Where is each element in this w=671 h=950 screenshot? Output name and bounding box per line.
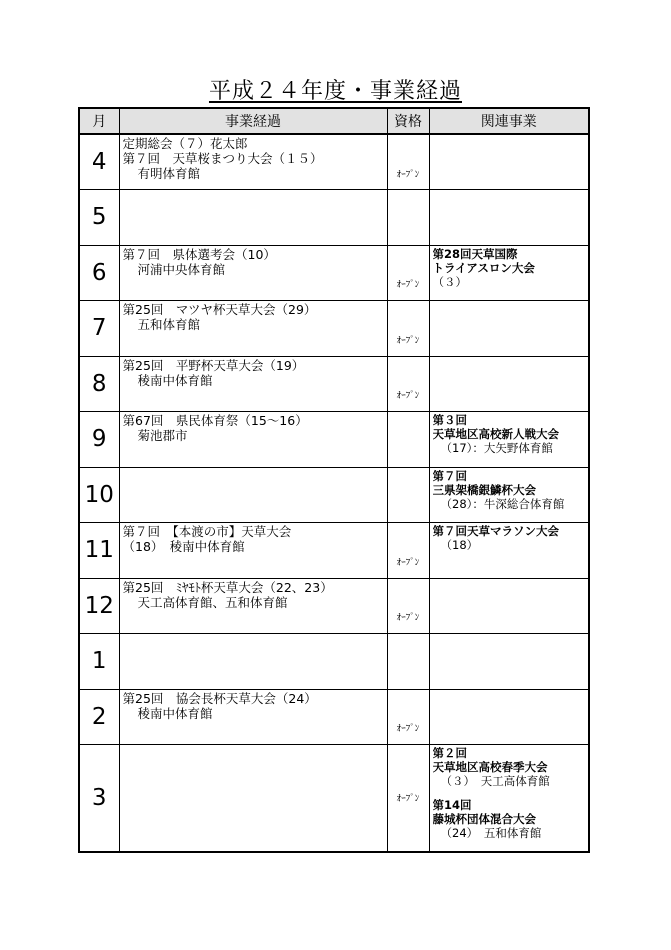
qualification-label: ｵｰﾌﾟﾝ [396, 391, 420, 402]
qualification-cell [387, 245, 429, 301]
related-cell [429, 634, 589, 690]
events-cell [119, 356, 387, 412]
events-cell [119, 634, 387, 690]
header-qualification: 資格 [387, 108, 429, 134]
qualification-cell [387, 578, 429, 634]
related-line: トライアスロン大会 [432, 260, 535, 275]
table-row [79, 412, 589, 468]
qualification-label: ｵｰﾌﾟﾝ [396, 169, 420, 180]
header-related: 関連事業 [429, 108, 589, 134]
qualification-label: ｵｰﾌﾟﾝ [396, 557, 420, 568]
event-venue: 天工高体育館、五和体育館 [137, 594, 288, 610]
events-cell [119, 134, 387, 190]
related-line: 第14回 [432, 798, 472, 812]
month-cell: 6 [79, 245, 119, 301]
table-header-row [79, 108, 589, 134]
month-cell: 11 [79, 523, 119, 579]
schedule-table [78, 107, 590, 853]
related-line: 三県架橋銀鱗杯大会 [432, 482, 536, 497]
qualification-label: ｵｰﾌﾟﾝ [396, 280, 420, 291]
related-cell [429, 134, 589, 190]
month-cell: 8 [79, 356, 119, 412]
event-venue: 稜南中体育館 [137, 705, 213, 721]
related-cell [429, 190, 589, 246]
month-cell: 12 [79, 578, 119, 634]
month-cell: 7 [79, 301, 119, 357]
related-cell [429, 578, 589, 634]
events-cell [119, 689, 387, 745]
qualification-cell [387, 467, 429, 523]
qualification-cell [387, 356, 429, 412]
table-row [79, 745, 589, 852]
month-cell: 1 [79, 634, 119, 690]
event-line: 第７回 【本渡の市】天草大会 [122, 524, 292, 539]
month-cell: 2 [79, 689, 119, 745]
table-row [79, 523, 589, 579]
related-cell [429, 689, 589, 745]
events-cell [119, 245, 387, 301]
related-cell [429, 356, 589, 412]
table-row [79, 301, 589, 357]
qualification-label: ｵｰﾌﾟﾝ [396, 794, 420, 805]
table-row [79, 190, 589, 246]
month-cell: 9 [79, 412, 119, 468]
header-month: 月 [79, 108, 119, 134]
event-venue: 河浦中央体育館 [137, 261, 226, 277]
table-row [79, 134, 589, 190]
related-cell [429, 245, 589, 301]
event-line: 第25回 協会長杯天草大会（24） [122, 690, 317, 706]
event-line: 第７回 県体選考会（10） [122, 246, 276, 262]
qualification-cell [387, 301, 429, 357]
event-line: 第67回 県民体育祭（15～16） [122, 413, 308, 428]
qualification-label: ｵｰﾌﾟﾝ [396, 613, 420, 624]
event-line: 第25回 平野杯天草大会（19） [122, 357, 305, 373]
qualification-cell [387, 634, 429, 690]
page-title: 平成２４年度・事業経過 [208, 79, 462, 104]
related-line: （28）：牛深総合体育館 [440, 496, 565, 511]
related-line: 第２回 [432, 746, 467, 760]
events-cell [119, 301, 387, 357]
related-spacer [433, 788, 587, 798]
event-line: 第25回 ﾐﾔﾓﾄ杯天草大会（22、23） [122, 579, 333, 595]
qualification-label: ｵｰﾌﾟﾝ [396, 724, 420, 735]
related-cell [429, 301, 589, 357]
events-cell [119, 578, 387, 634]
related-line: （３） 天工高体育館 [440, 774, 550, 788]
qualification-cell [387, 745, 429, 852]
related-line: （18） [440, 538, 479, 552]
event-venue: 稜南中体育館 [137, 372, 213, 388]
related-line: （３） [432, 274, 467, 289]
related-cell [429, 412, 589, 468]
related-line: 第３回 [432, 413, 467, 427]
month-cell: 4 [79, 134, 119, 190]
table-row [79, 578, 589, 634]
related-line: 第７回天草マラソン大会 [432, 524, 559, 538]
event-line: 第25回 マツヤ杯天草大会（29） [122, 302, 317, 317]
related-line: （24） 五和体育館 [440, 826, 542, 840]
table-row [79, 245, 589, 301]
events-cell [119, 745, 387, 852]
events-cell [119, 523, 387, 579]
header-events: 事業経過 [119, 108, 387, 134]
related-cell [429, 467, 589, 523]
related-line: （17）：大矢野体育館 [440, 441, 553, 455]
qualification-cell [387, 134, 429, 190]
page-title-wrap [0, 74, 671, 105]
events-cell [119, 412, 387, 468]
event-venue: 菊池郡市 [137, 428, 188, 443]
table-row [79, 356, 589, 412]
events-cell [119, 190, 387, 246]
qualification-cell [387, 190, 429, 246]
related-cell [429, 745, 589, 852]
related-cell [429, 523, 589, 579]
table-row [79, 689, 589, 745]
events-cell [119, 467, 387, 523]
table-row [79, 467, 589, 523]
related-line: 第７回 [432, 468, 467, 483]
qualification-cell [387, 523, 429, 579]
event-line: 第７回 天草桜まつり大会（１５） [122, 151, 323, 166]
qualification-cell [387, 412, 429, 468]
event-venue: 有明体育館 [137, 166, 201, 181]
month-cell: 5 [79, 190, 119, 246]
qualification-cell [387, 689, 429, 745]
qualification-label: ｵｰﾌﾟﾝ [396, 335, 420, 346]
related-line: 第28回天草国際 [432, 246, 518, 261]
event-line: （18） 稜南中体育館 [122, 539, 245, 554]
related-line: 藤城杯団体混合大会 [432, 812, 536, 826]
event-venue: 五和体育館 [137, 317, 201, 332]
event-line: 定期総会（７）花太郎 [122, 136, 248, 151]
table-row [79, 634, 589, 690]
month-cell: 10 [79, 467, 119, 523]
related-line: 天草地区高校春季大会 [432, 760, 548, 774]
related-line: 天草地区高校新人戦大会 [432, 427, 559, 441]
month-cell: 3 [79, 745, 119, 852]
